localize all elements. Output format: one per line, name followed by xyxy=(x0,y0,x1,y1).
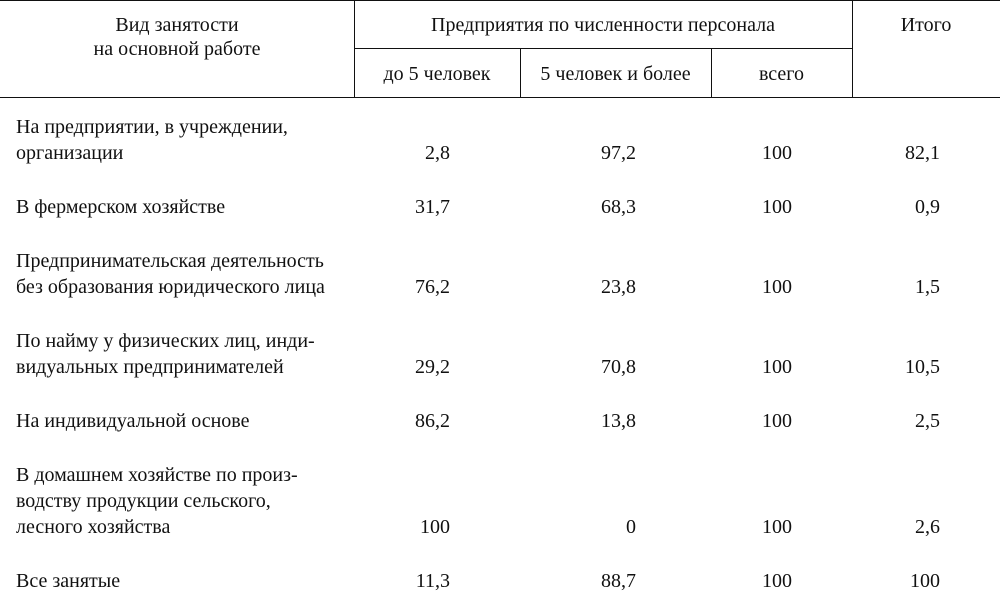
cell-total: 2,6 xyxy=(915,516,940,538)
row-label-line: организации xyxy=(16,142,124,164)
cell-all: 100 xyxy=(762,142,792,164)
cell-total: 100 xyxy=(910,570,940,592)
row-label-line: без образования юридического лица xyxy=(16,276,325,298)
cell-all: 100 xyxy=(762,276,792,298)
cell-small: 29,2 xyxy=(415,356,450,378)
cell-large: 23,8 xyxy=(601,276,636,298)
cell-large: 97,2 xyxy=(601,142,636,164)
row-label-line: В фермерском хозяйстве xyxy=(16,196,226,218)
cell-small: 76,2 xyxy=(415,276,450,298)
cell-large: 88,7 xyxy=(601,570,636,592)
group-header-divider xyxy=(354,48,852,49)
cell-total: 1,5 xyxy=(915,276,940,298)
row-label-line: На предприятии, в учреждении, xyxy=(16,116,288,138)
cell-large: 68,3 xyxy=(601,196,636,218)
cell-large: 70,8 xyxy=(601,356,636,378)
cell-small: 100 xyxy=(420,516,450,538)
cell-large: 0 xyxy=(626,516,636,538)
header-bottom-border xyxy=(0,97,1000,98)
header-large-enterprises: 5 человек и более xyxy=(540,63,691,85)
table-top-border xyxy=(0,0,1000,1)
header-enterprise-group: Предприятия по численности персонала xyxy=(431,14,775,36)
cell-small: 2,8 xyxy=(425,142,450,164)
cell-all: 100 xyxy=(762,356,792,378)
row-label-line: На индивидуальной основе xyxy=(16,410,250,432)
cell-small: 86,2 xyxy=(415,410,450,432)
row-label-line: водству продукции сельского, xyxy=(16,490,271,512)
cell-total: 2,5 xyxy=(915,410,940,432)
row-label-line: В домашнем хозяйстве по произ- xyxy=(16,464,298,486)
cell-total: 0,9 xyxy=(915,196,940,218)
cell-small: 11,3 xyxy=(415,570,450,592)
cell-total: 10,5 xyxy=(905,356,940,378)
cell-large: 13,8 xyxy=(601,410,636,432)
cell-small: 31,7 xyxy=(415,196,450,218)
row-label-line: лесного хозяйства xyxy=(16,516,171,538)
cell-all: 100 xyxy=(762,196,792,218)
row-label-line: Предпринимательская деятельность xyxy=(16,250,324,272)
row-label-line: видуальных предпринимателей xyxy=(16,356,284,378)
cell-all: 100 xyxy=(762,570,792,592)
header-activity-line-1: Вид занятости xyxy=(115,14,239,36)
header-small-enterprises: до 5 человек xyxy=(383,63,491,85)
header-activity-line-2: на основной работе xyxy=(93,38,261,60)
header-total: Итого xyxy=(900,14,952,36)
header-all-enterprises: всего xyxy=(758,63,805,85)
row-label-line: Все занятые xyxy=(16,570,121,592)
cell-all: 100 xyxy=(762,410,792,432)
cell-total: 82,1 xyxy=(905,142,940,164)
row-label-line: По найму у физических лиц, инди- xyxy=(16,330,315,352)
cell-all: 100 xyxy=(762,516,792,538)
